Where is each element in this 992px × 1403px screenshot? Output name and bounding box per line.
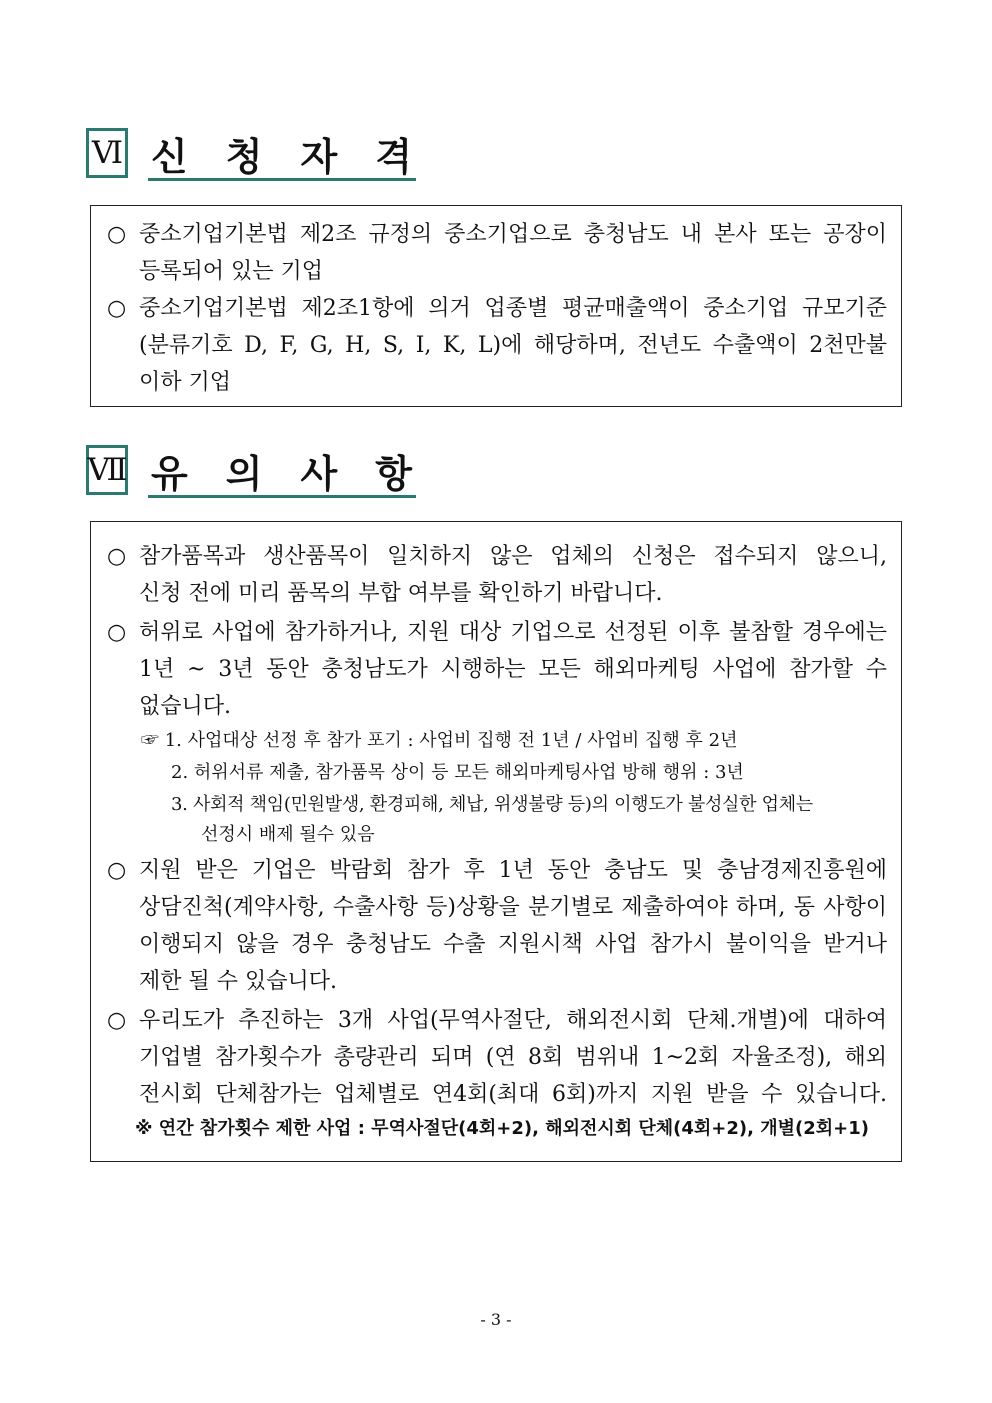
section-7-box bbox=[90, 521, 902, 1162]
bullet-circle: ○ bbox=[107, 858, 127, 883]
note-line: ☞ 1. 사업대상 선정 후 참가 포기 : 사업비 집행 전 1년 / 사업비 집행 후 2년 bbox=[141, 730, 738, 751]
item-line: 이하 기업 bbox=[139, 370, 232, 395]
section-7-title-char: 의 bbox=[225, 451, 263, 496]
section-6-title bbox=[148, 128, 416, 181]
item-line: 이행되지 않을 경우 충청남도 수출 지원시책 사업 참가시 불이익을 받거나 bbox=[139, 932, 887, 957]
item-line: 신청 전에 미리 품목의 부합 여부를 확인하기 바랍니다. bbox=[139, 581, 663, 606]
section-6-title-char: 신 bbox=[151, 134, 188, 179]
section-7-title-char: 유 bbox=[151, 451, 188, 496]
section-6-title-char: 청 bbox=[225, 134, 263, 179]
item-line: 기업별 참가횟수가 총량관리 되며 (연 8회 범위내 1~2회 자율조정), 해외 bbox=[139, 1045, 887, 1070]
item-line: 없습니다. bbox=[139, 694, 232, 719]
item-line: 1년 ~ 3년 동안 충청남도가 시행하는 모든 해외마케팅 사업에 참가할 수 bbox=[139, 657, 887, 682]
section-6-title-char: 자 bbox=[300, 134, 338, 179]
item-line: 전시회 단체참가는 업체별로 연4회(최대 6회)까지 지원 받을 수 있습니다. bbox=[139, 1082, 887, 1107]
section-7-title-char: 항 bbox=[375, 451, 412, 496]
page-number: - 3 - bbox=[480, 1310, 512, 1329]
item-line: 우리도가 추진하는 3개 사업(무역사절단, 해외전시회 단체.개별)에 대하여 bbox=[139, 1008, 887, 1033]
section-6-box bbox=[90, 205, 902, 407]
item-line: 제한 될 수 있습니다. bbox=[139, 969, 337, 994]
section-6-title-char: 격 bbox=[375, 134, 412, 179]
section-7-title bbox=[148, 445, 416, 498]
note-line: 2. 허위서류 제출, 참가품목 상이 등 모든 해외마케팅사업 방해 행위 : 3년 bbox=[171, 762, 744, 783]
item-line: 허위로 사업에 참가하거나, 지원 대상 기업으로 선정된 이후 불참할 경우에는 bbox=[139, 620, 887, 645]
footnote: ※ 연간 참가횟수 제한 사업 : 무역사절단(4회+2), 해외전시회 단체(4회+2), 개별(2회+1) bbox=[135, 1118, 869, 1139]
section-7-title-char: 사 bbox=[300, 451, 338, 496]
bullet-circle: ○ bbox=[107, 1008, 127, 1033]
bullet-circle: ○ bbox=[107, 296, 127, 321]
item-line: 지원 받은 기업은 박람회 참가 후 1년 동안 충남도 및 충남경제진흥원에 bbox=[139, 858, 887, 883]
note-line: 3. 사회적 책임(민원발생, 환경피해, 체납, 위생불량 등)의 이행도가 불성실한 업체는 bbox=[171, 794, 813, 815]
item-line: 중소기업기본법 제2조1항에 의거 업종별 평균매출액이 중소기업 규모기준 bbox=[139, 296, 887, 321]
section-6-number: Ⅵ bbox=[86, 128, 128, 178]
bullet-circle: ○ bbox=[107, 222, 127, 247]
item-line: 등록되어 있는 기업 bbox=[139, 259, 324, 284]
item-line: 중소기업기본법 제2조 규정의 중소기업으로 충청남도 내 본사 또는 공장이 bbox=[139, 222, 887, 247]
section-7-number: Ⅶ bbox=[86, 445, 128, 495]
item-line: 참가품목과 생산품목이 일치하지 않은 업체의 신청은 접수되지 않으니, bbox=[139, 544, 887, 569]
note-line: 선정시 배제 될수 있음 bbox=[201, 824, 375, 845]
item-line: 상담진척(계약사항, 수출사항 등)상황을 분기별로 제출하여야 하며, 동 사항이 bbox=[139, 895, 887, 920]
bullet-circle: ○ bbox=[107, 544, 127, 569]
item-line: (분류기호 D, F, G, H, S, I, K, L)에 해당하며, 전년도 수출액이 2천만불 bbox=[139, 333, 887, 358]
bullet-circle: ○ bbox=[107, 620, 127, 645]
